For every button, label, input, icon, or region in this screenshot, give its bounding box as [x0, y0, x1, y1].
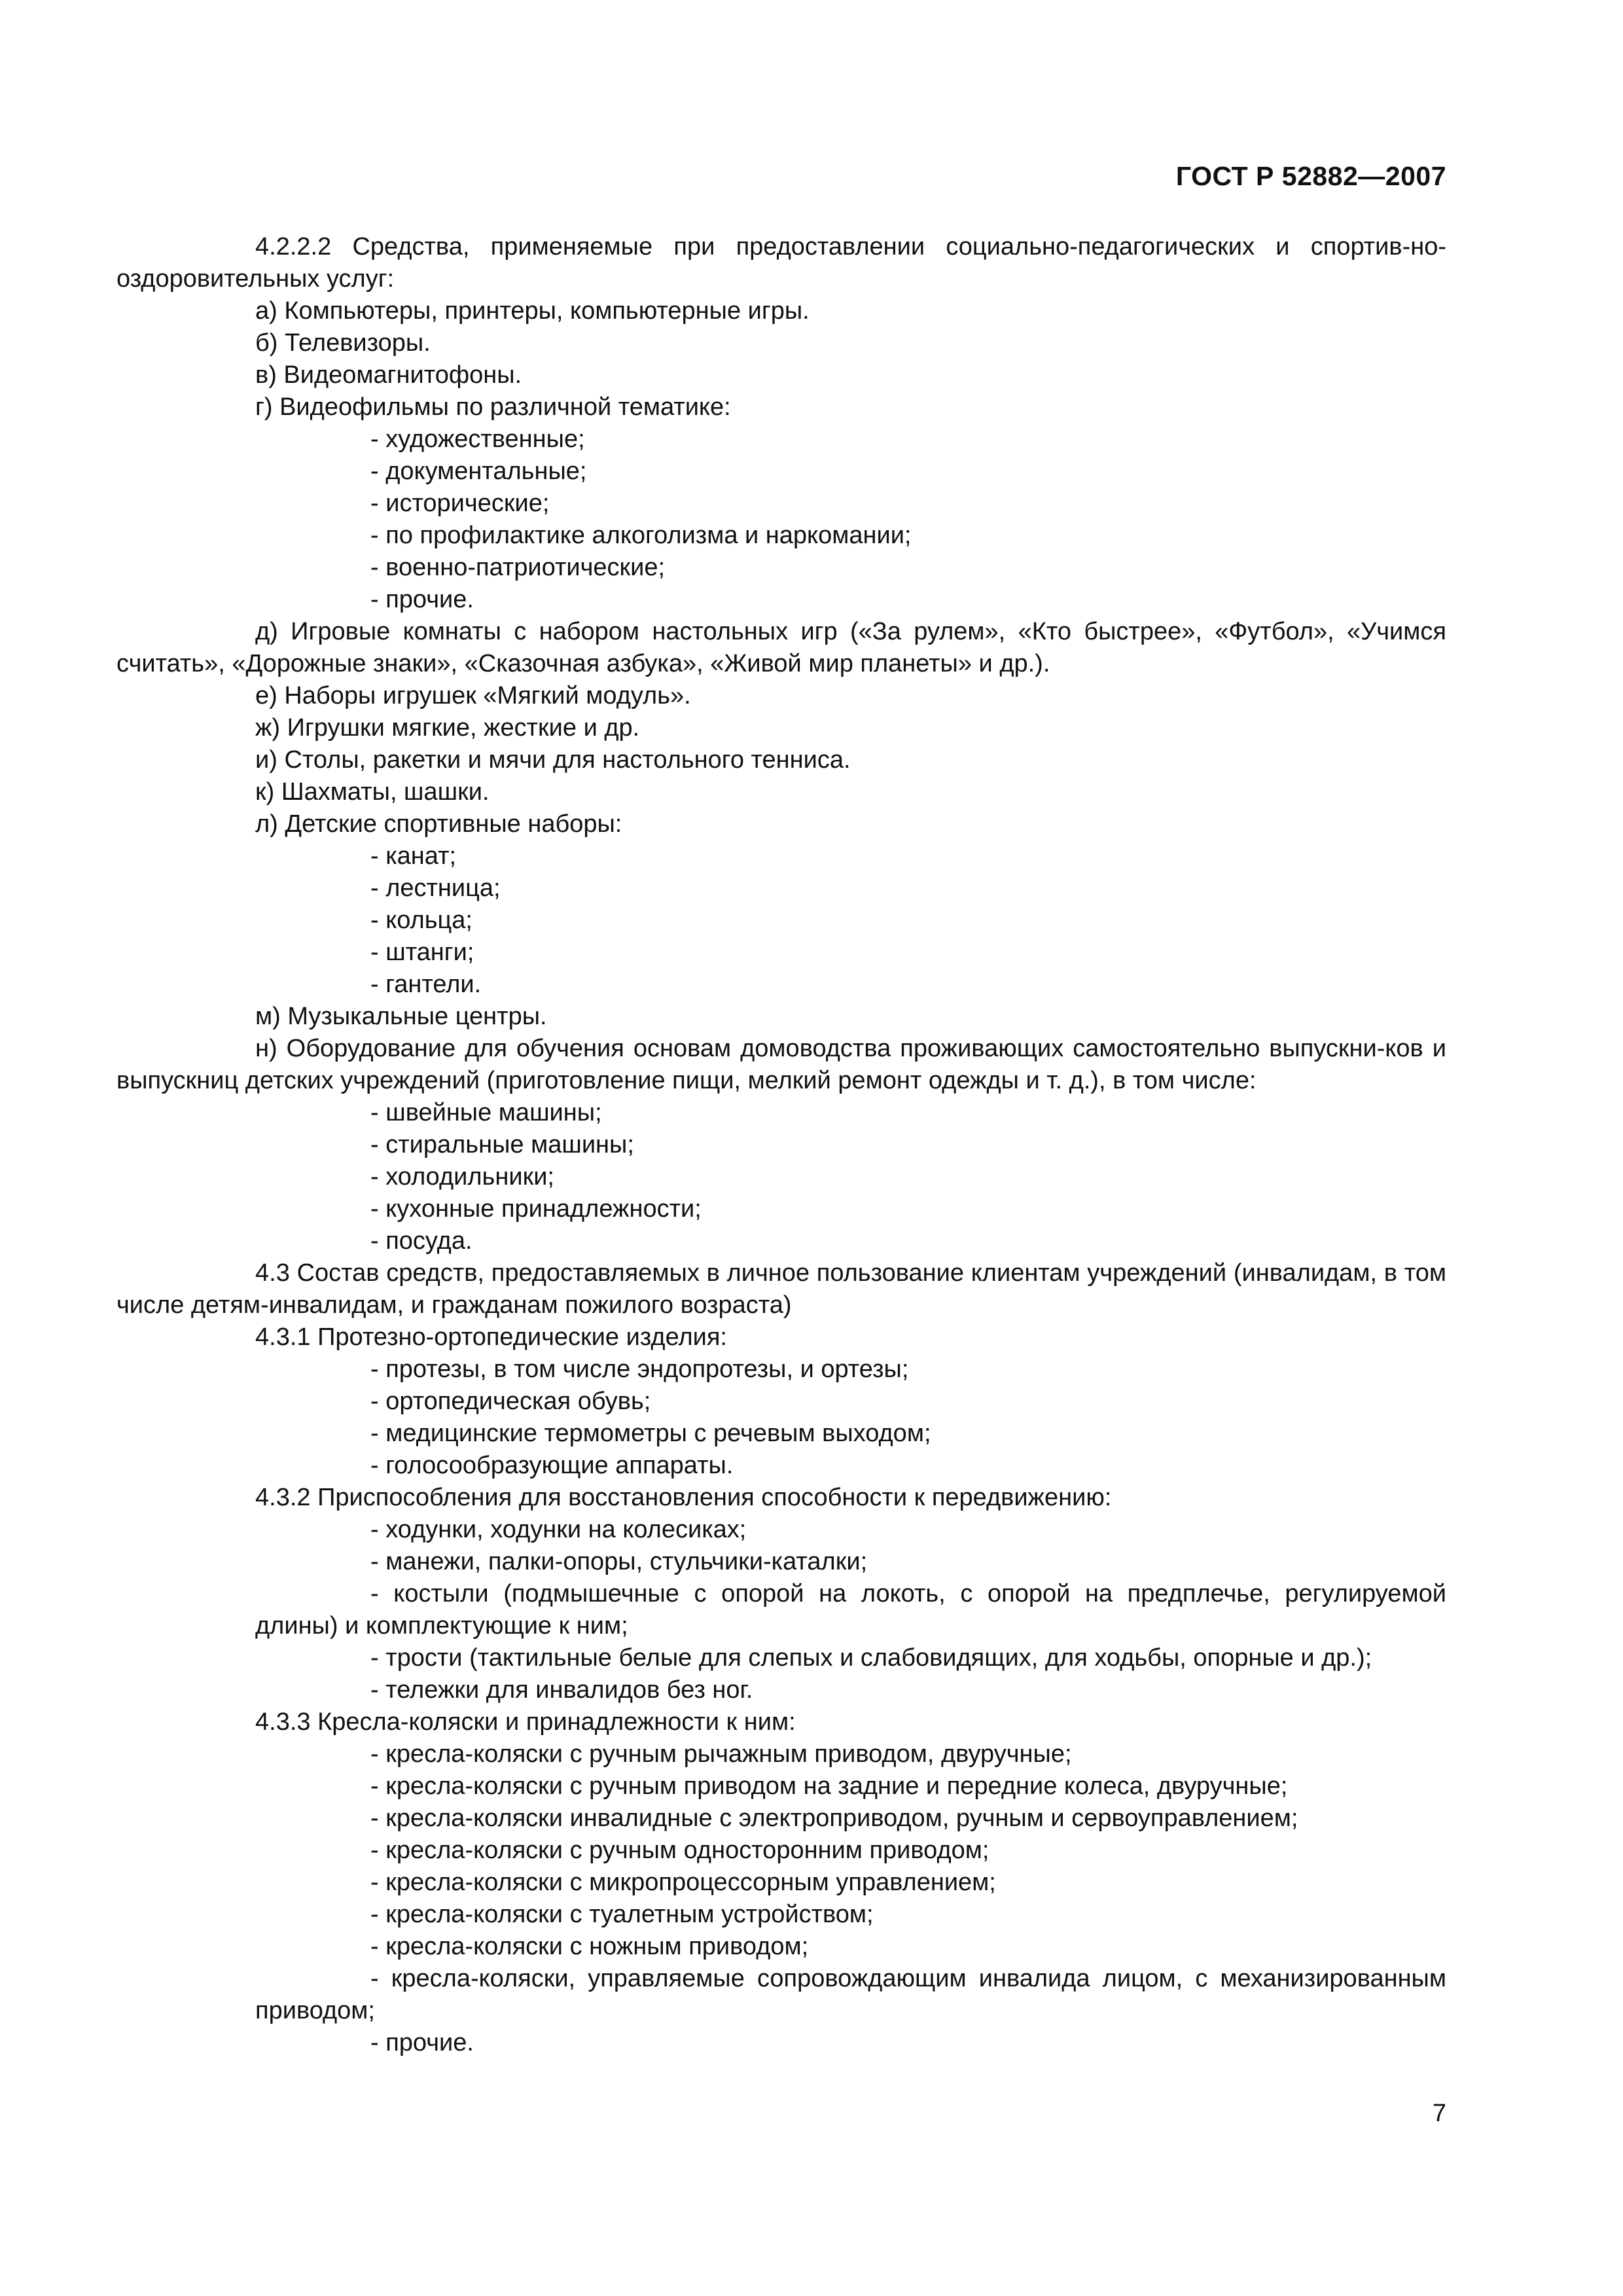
- page-number: 7: [1432, 2100, 1446, 2127]
- list-item: - кресла-коляски с микропроцессорным управлением;: [370, 1869, 996, 1896]
- list-item: - ортопедическая обувь;: [370, 1388, 651, 1415]
- list-item: - кресла-коляски с ручным рычажным приводом, двуручные;: [370, 1740, 1072, 1768]
- list-item: - тележки для инвалидов без ног.: [370, 1676, 753, 1704]
- paragraph: л) Детские спортивные наборы:: [255, 810, 622, 838]
- paragraph: м) Музыкальные центры.: [255, 1003, 547, 1030]
- paragraph: в) Видеомагнитофоны.: [255, 361, 522, 389]
- list-item: - лестница;: [370, 874, 501, 902]
- list-item: - документальные;: [370, 457, 587, 485]
- paragraph: к) Шахматы, шашки.: [255, 778, 490, 806]
- list-item: - кресла-коляски инвалидные с электроприводом, ручным и сервоуправлением;: [370, 1804, 1298, 1832]
- list-item: - прочие.: [370, 2029, 474, 2056]
- paragraph: 4.3.3 Кресла-коляски и принадлежности к ним:: [255, 1708, 796, 1736]
- paragraph: ж) Игрушки мягкие, жесткие и др.: [255, 714, 640, 742]
- document-body: [116, 231, 1446, 2059]
- list-item: - манежи, палки-опоры, стульчики-каталки;: [370, 1548, 868, 1575]
- paragraph: 4.3.1 Протезно-ортопедические изделия:: [255, 1323, 727, 1351]
- list-item: - стиральные машины;: [370, 1131, 634, 1158]
- document-code-header: ГОСТ Р 52882—2007: [1175, 161, 1446, 191]
- list-item: - исторические;: [370, 490, 550, 517]
- paragraph: е) Наборы игрушек «Мягкий модуль».: [255, 682, 691, 709]
- list-item: - медицинские термометры с речевым выходом;: [370, 1420, 931, 1447]
- paragraph: б) Телевизоры.: [255, 329, 431, 357]
- list-item: - военно-патриотические;: [370, 554, 666, 581]
- paragraph: 4.2.2.2 Средства, применяемые при предоставлении социально-педагогических и спортив-но-оздоровительных услуг:: [116, 233, 1446, 293]
- paragraph: г) Видеофильмы по различной тематике:: [255, 393, 731, 421]
- paragraph: д) Игровые комнаты с набором настольных игр («За рулем», «Кто быстрее», «Футбол», «Учимся считать», «Дорожные знаки», «Сказочная азбука», «Живой мир планеты» и др.).: [116, 618, 1446, 677]
- list-item: - трости (тактильные белые для слепых и слабовидящих, для ходьбы, опорные и др.);: [370, 1644, 1372, 1672]
- list-item: - кресла-коляски с ручным приводом на задние и передние колеса, двуручные;: [370, 1772, 1288, 1800]
- list-item: - кресла-коляски, управляемые сопровождающим инвалида лицом, с механизированным приводом;: [255, 1965, 1446, 2024]
- list-item: - гантели.: [370, 971, 482, 998]
- list-item: - кресла-коляски с туалетным устройством;: [370, 1901, 874, 1928]
- list-item: - кухонные принадлежности;: [370, 1195, 702, 1223]
- list-item: - голосообразующие аппараты.: [370, 1452, 734, 1479]
- list-item: - штанги;: [370, 939, 474, 966]
- list-item: - ходунки, ходунки на колесиках;: [370, 1516, 747, 1543]
- list-item: - канат;: [370, 842, 457, 870]
- list-item: - кресла-коляски с ножным приводом;: [370, 1933, 809, 1960]
- list-item: - прочие.: [370, 586, 474, 613]
- list-item: - швейные машины;: [370, 1099, 602, 1126]
- list-item: - посуда.: [370, 1227, 473, 1255]
- paragraph: н) Оборудование для обучения основам домоводства проживающих самостоятельно выпускни-ков и выпускниц детских учреждений (приготовление пищи, мелкий ремонт одежды и т. д.), в том числе:: [116, 1035, 1446, 1094]
- list-item: - по профилактике алкоголизма и наркомании;: [370, 522, 912, 549]
- list-item: - холодильники;: [370, 1163, 554, 1191]
- paragraph: и) Столы, ракетки и мячи для настольного тенниса.: [255, 746, 851, 774]
- list-item: - костыли (подмышечные с опорой на локоть, с опорой на предплечье, регулируемой длины) и комплектующие к ним;: [255, 1580, 1446, 1640]
- list-item: - кресла-коляски с ручным односторонним приводом;: [370, 1837, 990, 1864]
- list-item: - художественные;: [370, 425, 585, 453]
- list-item: - кольца;: [370, 906, 473, 934]
- list-item: - протезы, в том числе эндопротезы, и ортезы;: [370, 1355, 909, 1383]
- paragraph: а) Компьютеры, принтеры, компьютерные игры.: [255, 297, 810, 325]
- paragraph: 4.3 Состав средств, предоставляемых в личное пользование клиентам учреждений (инвалидам, в том числе детям-инвалидам, и гражданам пожилого возраста): [116, 1259, 1446, 1319]
- paragraph: 4.3.2 Приспособления для восстановления способности к передвижению:: [255, 1484, 1112, 1511]
